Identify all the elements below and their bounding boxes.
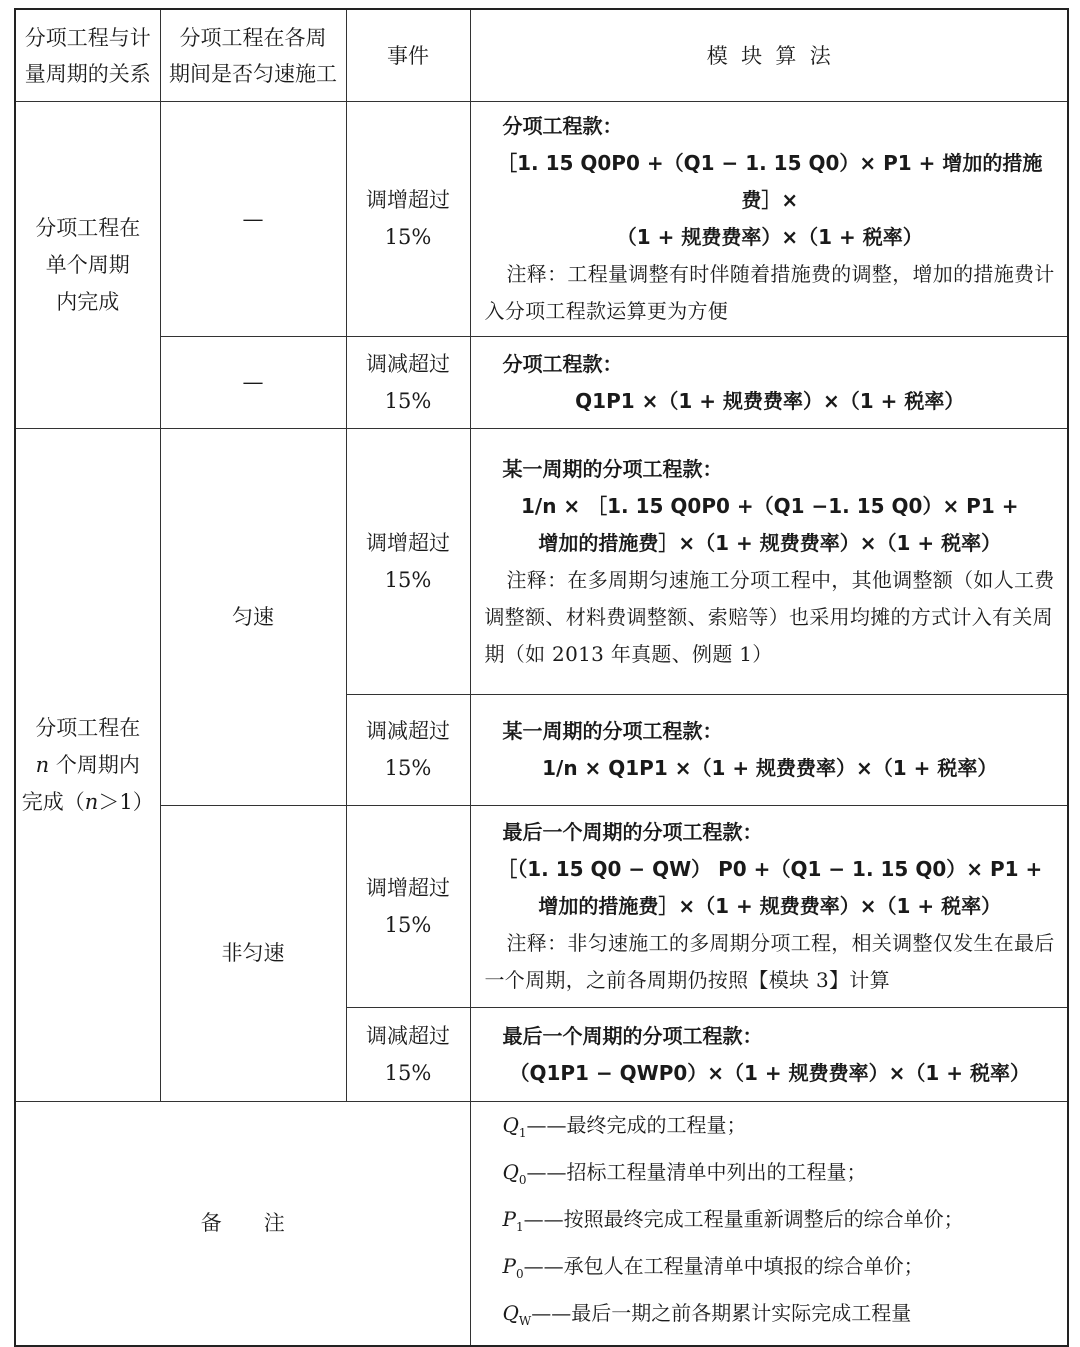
algo-formula: 1/n × ［1. 15 Q0P0 +（Q1 −1. 15 Q0）× P1 + (521, 493, 1019, 518)
cell-event-increase: 调增超过 15% (346, 429, 470, 695)
legend-item: $Q_1——$最终完成的工程量； (502, 1113, 747, 1140)
row-multi-uniform-increase (15, 429, 1068, 695)
algo-formula: 1/n × Q1P1 ×（1 + 规费费率）×（1 + 税率） (542, 756, 998, 780)
algo-formula: 增加的措施费］×（1 + 规费费率）×（1 + 税率） (538, 894, 1002, 918)
algo-formula: ［（1. 15 Q0 − QW） P0 +（Q1 − 1. 15 Q0）× P1 + (497, 857, 1043, 881)
algo-note: 注释：工程量调整有时伴随着措施费的调整，增加的措施费计入分项工程款运算更为方便 (484, 262, 1055, 323)
algo-note: 注释：在多周期匀速施工分项工程中，其他调整额（如人工费调整额、材料费调整额、索赔等）也采用均摊的方式计入有关周期（如 2013 年真题、例题 1） (484, 567, 1055, 666)
cell-dash: — (160, 102, 346, 337)
cell-event-decrease: 调减超过 15% (346, 695, 470, 806)
header-event: 事件 (346, 9, 470, 102)
cell-event-increase: 调增超过 15% (346, 806, 470, 1008)
algo-formula: Q1P1 ×（1 + 规费费率）×（1 + 税率） (575, 388, 965, 413)
algo-formula: 增加的措施费］×（1 + 规费费率）×（1 + 税率） (538, 530, 1002, 555)
algo-formula: （1 + 规费费率）×（1 + 税率） (616, 225, 923, 249)
cell-dash: — (160, 337, 346, 429)
row-remarks (15, 1102, 1068, 1347)
header-algorithm: 模 块 算 法 (470, 9, 1068, 102)
algo-title: 某一周期的分项工程款： (502, 719, 723, 743)
cell-algorithm (470, 337, 1068, 429)
header-relation: 分项工程与计 量周期的关系 (15, 9, 160, 102)
algo-formula: ［1. 15 Q0P0 +（Q1 − 1. 15 Q0）× P1 + 增加的措施费］× (497, 151, 1043, 212)
cell-multi-period: 分项工程在 n 个周期内 完成（n＞1） (15, 429, 160, 1102)
algo-title: 分项工程款： (502, 114, 623, 138)
cell-algorithm (470, 1008, 1068, 1102)
row-multi-nonuniform-increase (15, 806, 1068, 1008)
remarks-legend (470, 1102, 1068, 1347)
algo-formula: （Q1P1 − QWP0）×（1 + 规费费率）×（1 + 税率） (509, 1060, 1031, 1085)
algo-note: 注释：非匀速施工的多周期分项工程，相关调整仅发生在最后一个周期，之前各周期仍按照【模块 3】计算 (484, 931, 1055, 992)
row-single-increase (15, 102, 1068, 337)
header-row (15, 9, 1068, 102)
cell-event-decrease: 调减超过 15% (346, 1008, 470, 1102)
header-uniform: 分项工程在各周 期间是否匀速施工 (160, 9, 346, 102)
legend-item: $Q_W——$最后一期之前各期累计实际完成工程量 (502, 1301, 912, 1328)
legend-item: $Q_0——$招标工程量清单中列出的工程量； (502, 1160, 867, 1187)
algo-title: 最后一个周期的分项工程款： (502, 1023, 763, 1048)
remarks-label: 备 注 (15, 1102, 470, 1347)
cell-algorithm (470, 806, 1068, 1008)
cell-uniform: 匀速 (160, 429, 346, 806)
algo-title: 某一周期的分项工程款： (502, 456, 723, 481)
legend-item: $P_0——$承包人在工程量清单中填报的综合单价； (502, 1254, 924, 1281)
cell-event-decrease: 调减超过 15% (346, 337, 470, 429)
cell-nonuniform: 非匀速 (160, 806, 346, 1102)
module-table (14, 8, 1069, 1347)
cell-event-increase: 调增超过 15% (346, 102, 470, 337)
algo-title: 最后一个周期的分项工程款： (502, 820, 763, 844)
algo-title: 分项工程款： (502, 351, 623, 376)
cell-algorithm (470, 429, 1068, 695)
legend-item: $P_1——$按照最终完成工程量重新调整后的综合单价； (502, 1207, 964, 1234)
cell-algorithm (470, 695, 1068, 806)
cell-single-period: 分项工程在 单个周期 内完成 (15, 102, 160, 429)
cell-algorithm (470, 102, 1068, 337)
row-single-decrease (15, 337, 1068, 429)
